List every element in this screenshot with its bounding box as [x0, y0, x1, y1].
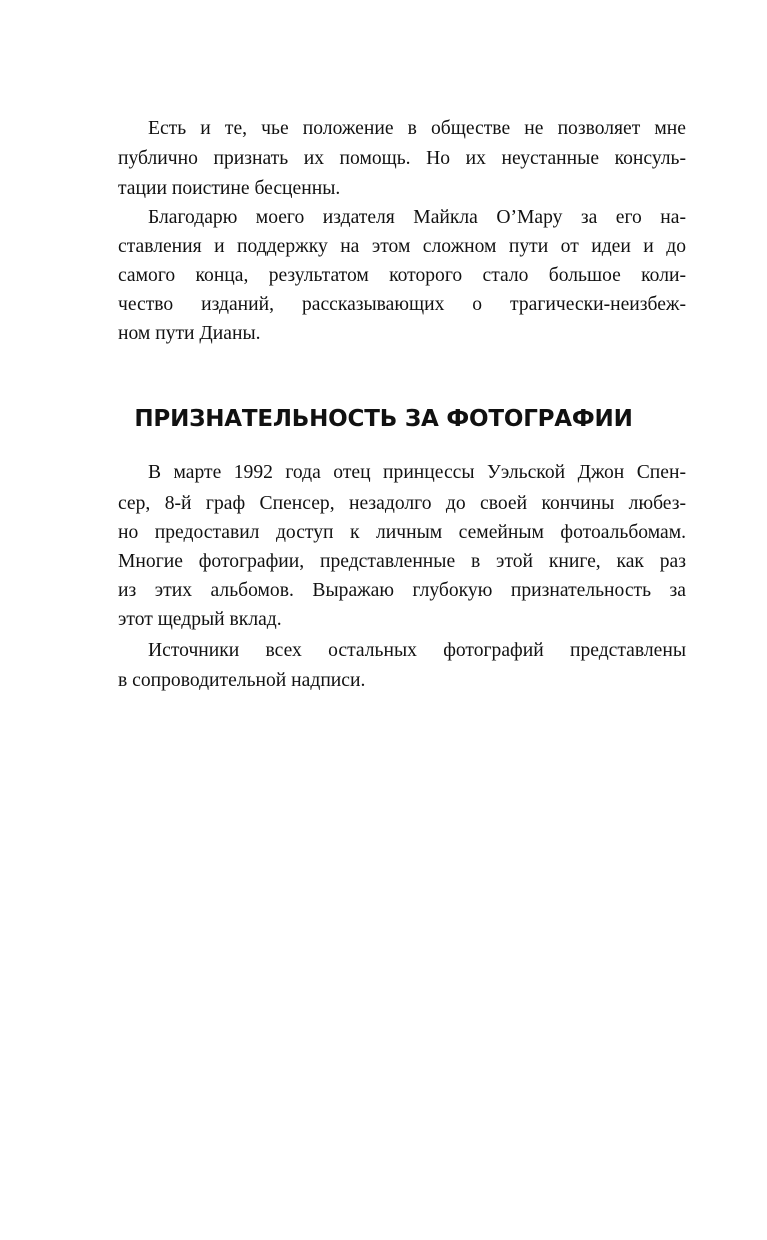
- text-line: этот щедрый вклад.: [118, 609, 282, 630]
- text-line: публично признать их помощь. Но их неустанные консуль-: [118, 148, 686, 169]
- text-line: тации поистине бесценны.: [118, 178, 341, 199]
- text-line: в сопроводительной надписи.: [118, 670, 366, 691]
- text-line: самого конца, результатом которого стало большое коли-: [118, 265, 686, 286]
- text-line: из этих альбомов. Выражаю глубокую признательность за: [118, 580, 686, 601]
- text-line: Источники всех остальных фотографий представлены: [148, 640, 686, 661]
- text-line: Есть и те, чье положение в обществе не позволяет мне: [148, 118, 686, 139]
- text-line: Многие фотографии, представленные в этой книге, как раз: [118, 551, 686, 572]
- text-line: чество изданий, рассказывающих о трагически-неизбеж-: [118, 294, 686, 315]
- text-line: но предоставил доступ к личным семейным фотоальбомам.: [118, 522, 686, 543]
- text-line: ном пути Дианы.: [118, 323, 261, 344]
- text-line: ставления и поддержку на этом сложном пути от идеи и до: [118, 236, 686, 257]
- text-line: сер, 8-й граф Спенсер, незадолго до своей кончины любез-: [118, 493, 686, 514]
- text-line: В марте 1992 года отец принцессы Уэльской Джон Спен-: [148, 462, 686, 483]
- text-line: Благодарю моего издателя Майкла О’Мару за его на-: [148, 207, 686, 228]
- section-heading: ПРИЗНАТЕЛЬНОСТЬ ЗА ФОТОГРАФИИ: [134, 406, 633, 432]
